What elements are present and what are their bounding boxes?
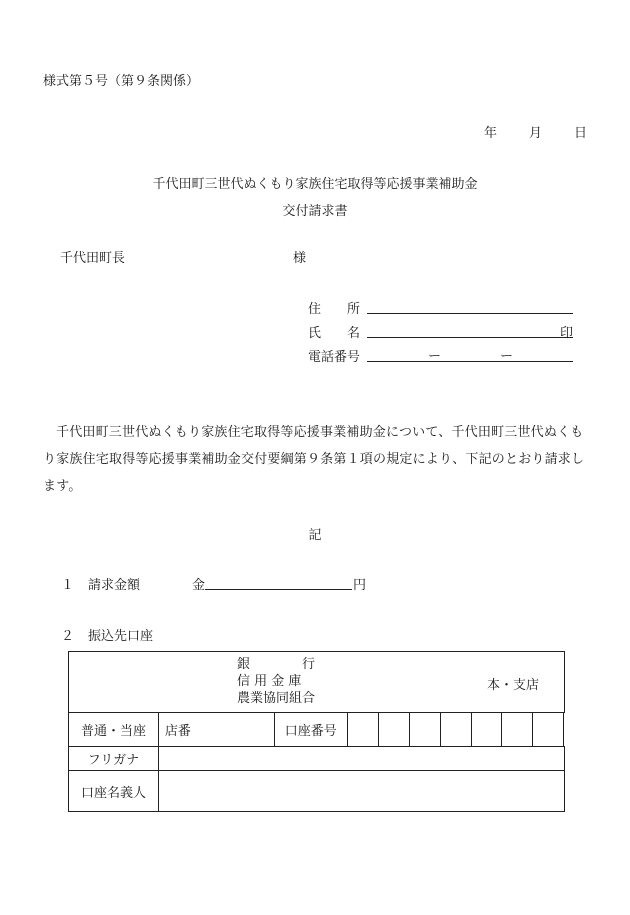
bank-type-options <box>237 656 315 707</box>
branch-number-cell[interactable] <box>158 713 274 747</box>
account-type-label: 普通・当座 <box>80 724 146 739</box>
account-digit-7[interactable] <box>533 713 564 747</box>
account-number-label-cell <box>274 713 347 747</box>
amount-prefix: 金 <box>192 578 206 593</box>
account-digit-1[interactable] <box>347 713 378 747</box>
bank-type-ja: 農業協同組合 <box>237 691 316 706</box>
phone-field[interactable] <box>308 346 573 364</box>
account-number-label: 口座番号 <box>284 724 337 739</box>
phone-label: 電話番号 <box>308 350 361 365</box>
account-digit-4[interactable] <box>440 713 471 747</box>
holder-label: 口座名義人 <box>80 785 146 801</box>
account-digit-2[interactable] <box>378 713 409 747</box>
phone-dash-1: ー <box>428 349 442 364</box>
date-year: 年 <box>484 126 498 141</box>
account-digit-3[interactable] <box>409 713 440 747</box>
bank-name-cell[interactable] <box>69 652 565 713</box>
branch-number-label: 店番 <box>164 724 191 739</box>
holder-input-cell[interactable] <box>158 771 564 812</box>
item2-label: 振込先口座 <box>88 629 154 644</box>
furigana-label: フリガナ <box>87 753 140 768</box>
phone-dash-2: ー <box>500 349 514 364</box>
furigana-label-cell <box>69 747 159 771</box>
name-field[interactable] <box>308 322 573 340</box>
address-field[interactable] <box>308 298 573 316</box>
account-digit-6[interactable] <box>502 713 533 747</box>
name-label: 氏 名 <box>308 326 361 341</box>
title-line-2: 交付請求書 <box>282 204 348 219</box>
addressee-name: 千代田町長 <box>60 251 126 266</box>
holder-label-cell <box>69 771 159 812</box>
ki-heading: 記 <box>308 528 322 543</box>
address-label: 住 所 <box>308 302 361 317</box>
addressee-honorific: 様 <box>293 251 307 266</box>
seal-mark: 印 <box>559 326 573 341</box>
request-statement: 千代田町三世代ぬくもり家族住宅取得等応援事業補助金について、千代田町三世代ぬくもり家族住宅取得等応援事業補助金交付要綱第９条第１項の規定により、下記のとおり請求します。 <box>43 425 585 494</box>
branch-label: 本・支店 <box>487 678 540 693</box>
address-underline <box>367 298 573 314</box>
amount-suffix: 円 <box>353 578 367 593</box>
bank-type-bank: 銀 行 <box>237 657 316 672</box>
amount-input-line[interactable] <box>205 574 352 590</box>
item1-number: １ <box>61 578 75 593</box>
form-number: 様式第５号（第９条関係） <box>43 74 200 89</box>
date-month: 月 <box>529 126 543 141</box>
date-day: 日 <box>574 126 588 141</box>
furigana-input-cell[interactable] <box>158 747 564 771</box>
title-line-1: 千代田町三世代ぬくもり家族住宅取得等応援事業補助金 <box>152 177 478 192</box>
item2-number: ２ <box>61 629 75 644</box>
phone-underline <box>367 346 573 362</box>
account-digit-5[interactable] <box>471 713 502 747</box>
bank-account-table <box>68 651 565 812</box>
account-type-cell[interactable] <box>69 713 159 747</box>
bank-type-shinkin: 信 用 金 庫 <box>237 674 302 689</box>
item1-label: 請求金額 <box>88 578 141 593</box>
name-underline <box>367 322 573 338</box>
